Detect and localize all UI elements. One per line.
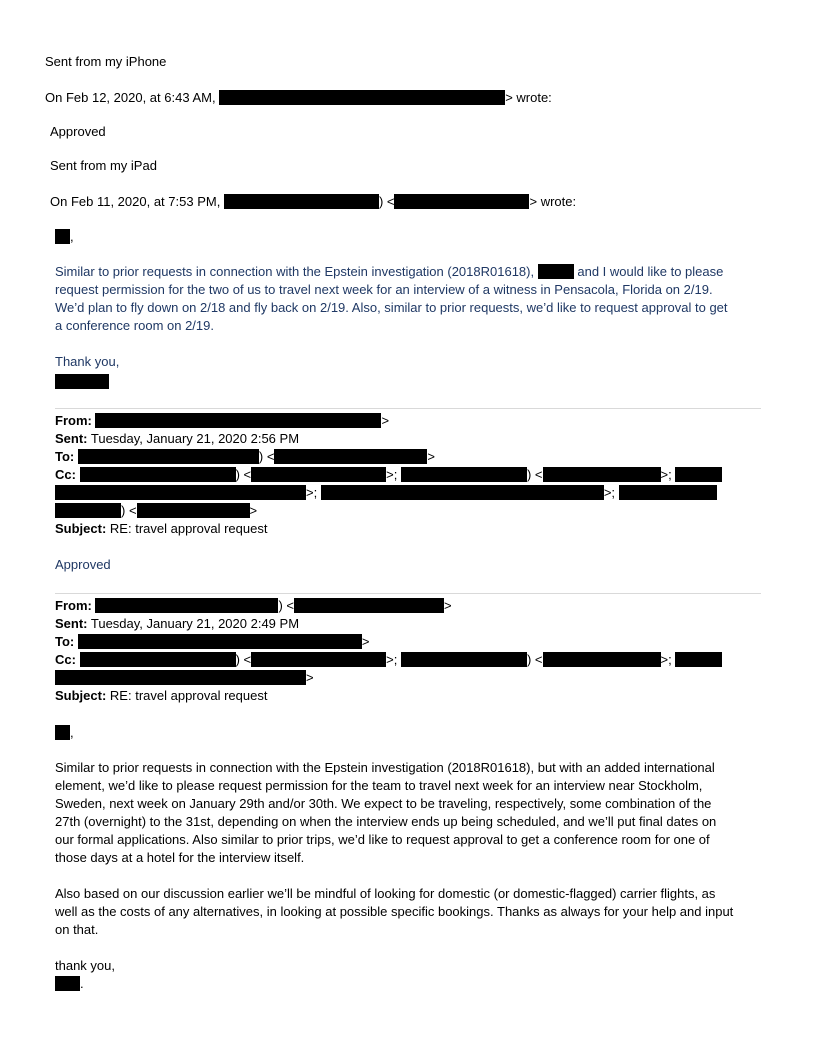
redaction (394, 194, 529, 209)
redaction (55, 485, 306, 500)
punct: >; (603, 485, 616, 500)
signature (55, 373, 109, 391)
reply-header-text: On Feb 12, 2020, at 6:43 AM, (45, 90, 216, 105)
subject-value: RE: travel approval request (109, 688, 268, 703)
email2-from (55, 597, 452, 615)
punct: >; (660, 467, 672, 482)
sent-from-ipad: Sent from my iPad (50, 158, 157, 173)
redaction (619, 485, 717, 500)
punct: > (427, 449, 436, 464)
punct: > (381, 413, 390, 428)
redaction (55, 670, 306, 685)
sent-value: Tuesday, January 21, 2020 2:49 PM (90, 616, 300, 631)
redaction (321, 485, 604, 500)
approved-blue: Approved (55, 557, 111, 572)
redaction (251, 467, 386, 482)
blue-paragraph-line: a conference room on 2/19. (55, 318, 214, 333)
redaction (55, 229, 70, 244)
body-line: 27th (overnight) to the 31st, depending on when the interview ends up being scheduled, and we’ll put final dates on (55, 814, 717, 829)
email1-to (55, 448, 435, 466)
email2-subject (55, 687, 267, 705)
thank-you-text: thank you, (55, 958, 115, 973)
body-line: Also based on our discussion earlier we’ll be mindful of looking for domestic (or domestic-flagged) carrier flights, as (55, 886, 716, 901)
redaction (543, 467, 661, 482)
body-line: our formal applications. Also similar to prior trips, we’d like to request approval to get a conference room for one of (55, 832, 710, 847)
body-line: Sweden, next week on January 29th and/or 30th. We expect to be traveling, respectively, some combination of the (55, 796, 712, 811)
reply-header-feb12 (45, 89, 552, 107)
blue-paragraph-line (55, 263, 723, 281)
email2-cc (55, 651, 722, 669)
body-line: Similar to prior requests in connection with the Epstein investigation (2018R01618), but with an added international (55, 760, 715, 775)
redaction (538, 264, 574, 279)
punct: ) < (235, 467, 252, 482)
body-line: on that. (55, 922, 99, 937)
blue-paragraph-line: We’d plan to fly down on 2/18 and fly back on 2/19. Also, similar to prior requests, we’d like to request approval to get (55, 300, 728, 315)
reply-header-feb11 (50, 193, 576, 211)
email1-cc-cont (55, 502, 257, 520)
paren-text: ) < (378, 194, 395, 209)
punct: ) < (121, 503, 137, 518)
redaction (675, 467, 722, 482)
redaction (401, 652, 527, 667)
comma-text: , (70, 229, 74, 244)
punct: >; (386, 652, 398, 667)
redaction (224, 194, 379, 209)
cc-label: Cc: (55, 652, 76, 667)
punct: > (249, 503, 258, 518)
blue-text: and I would like to please (577, 264, 724, 279)
sent-label: Sent: (55, 431, 88, 446)
blue-text: Similar to prior requests in connection with the Epstein investigation (2018R01618), (55, 264, 535, 279)
redaction (219, 90, 505, 105)
email1-subject (55, 520, 267, 538)
punct: ) < (526, 467, 543, 482)
redaction (55, 976, 80, 991)
cc-label: Cc: (55, 467, 76, 482)
punct: ) < (235, 652, 252, 667)
punct: > (444, 598, 452, 613)
redaction (80, 652, 236, 667)
salutation (55, 228, 74, 246)
comma-text: , (70, 725, 74, 740)
punct: ) < (258, 449, 275, 464)
subject-label: Subject: (55, 688, 107, 703)
redaction (95, 598, 278, 613)
email2-to (55, 633, 369, 651)
punct: ) < (526, 652, 543, 667)
from-label: From: (55, 413, 92, 428)
redaction (251, 652, 386, 667)
punct: > (361, 634, 370, 649)
divider (55, 408, 761, 409)
divider (55, 593, 761, 594)
redaction (95, 413, 381, 428)
punct: >; (660, 652, 672, 667)
signature-2 (55, 975, 84, 993)
redaction (55, 503, 121, 518)
body-line: those days at a hotel for the interview itself. (55, 850, 305, 865)
redaction (78, 449, 259, 464)
body-line: well as the costs of any alternatives, in looking at possible specific bookings. Thanks as always for your help and input (55, 904, 734, 919)
sent-label: Sent: (55, 616, 88, 631)
redaction (543, 652, 661, 667)
redaction (55, 725, 70, 740)
sent-from-iphone: Sent from my iPhone (45, 54, 167, 69)
subject-label: Subject: (55, 521, 107, 536)
email2-sent (55, 615, 299, 633)
blue-paragraph-line: request permission for the two of us to travel next week for an interview of a witness in Pensacola, Florida on 2/19. (55, 282, 713, 297)
email1-sent (55, 430, 299, 448)
wrote-text: > wrote: (505, 90, 552, 105)
from-label: From: (55, 598, 92, 613)
to-label: To: (55, 449, 75, 464)
salutation-2 (55, 724, 74, 742)
email1-cc (55, 466, 722, 484)
reply-header-text: On Feb 11, 2020, at 7:53 PM, (50, 194, 221, 209)
redaction (137, 503, 250, 518)
redaction (401, 467, 527, 482)
punct: > (306, 670, 314, 685)
redaction (294, 598, 444, 613)
redaction (274, 449, 427, 464)
punct: ) < (278, 598, 295, 613)
punct: >; (386, 467, 398, 482)
approved-text: Approved (50, 124, 106, 139)
redaction (78, 634, 362, 649)
email2-cc-cont (55, 669, 314, 687)
punct: >; (306, 485, 318, 500)
redaction (675, 652, 722, 667)
email1-from (55, 412, 389, 430)
wrote-text: > wrote: (529, 194, 577, 209)
email1-cc-cont (55, 484, 717, 502)
redaction (80, 467, 236, 482)
subject-value: RE: travel approval request (109, 521, 268, 536)
sent-value: Tuesday, January 21, 2020 2:56 PM (90, 431, 300, 446)
redaction (55, 374, 109, 389)
to-label: To: (55, 634, 75, 649)
dot-text: . (80, 976, 84, 991)
body-line: element, we’d like to please request permission for the team to travel next week for an interview near Stockholm, (55, 778, 703, 793)
thank-you-blue: Thank you, (55, 354, 120, 369)
